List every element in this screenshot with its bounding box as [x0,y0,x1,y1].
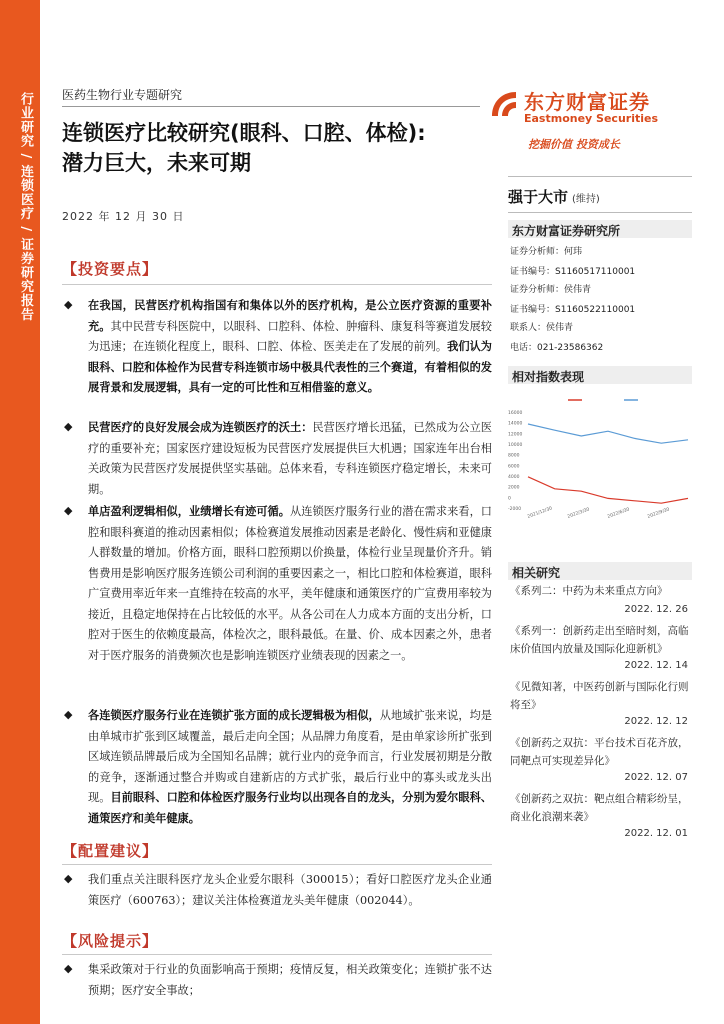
point-bold: 我们认为眼科、口腔和体检作为民营专科连锁市场中极具代表性的三个赛道，有着相似的发展背景和发展逻辑，具有一定的可比性和互相借鉴的意义。 [88,340,492,394]
related-report[interactable]: 《系列二：中药为未来重点方向》 [510,585,668,597]
related-report-date: 2022. 12. 07 [624,772,688,783]
series-line [528,424,688,443]
y-tick-label: 4000 [508,475,520,480]
y-tick-label: 8000 [508,453,520,459]
divider [62,864,492,865]
point-text: 从连锁医疗服务行业的潜在需求来看，口腔和眼科赛道的推动因素相似；体检赛道发展推动因素是老龄化、慢性病和亚健康人群数量的增加。价格方面，眼科口腔预期以价换量，体检行业呈现量价齐升。销售费用是影响医疗服务连锁公司利润的重要因素之一，相比口腔和体检赛道，眼科广宣费用率近年来一直维持在较高的水平，美年健康和通策医疗的广宣费用率较为接近，且稳定地保持在占比较低的水平。从各公司在人力成本方面的支出分析，口腔对于医生的依赖度最高，体检次之，眼科最低。在量、价、成本因素之外，患者对于医疗服务的消费频次也是影响连锁医疗业绩表现的因素之一。 [88,505,492,662]
y-tick-label: 0 [508,496,511,502]
invest-point-3 [62,502,492,666]
title-line-2: 潜力巨大，未来可期 [62,151,251,175]
config-point [62,870,492,911]
diamond-icon: ◆ [64,420,73,433]
section-config-heading: 【配置建议】 [62,842,159,860]
point-bold: 民营医疗的良好发展会成为连锁医疗的沃土： [88,421,313,434]
related-report-date: 2022. 12. 26 [624,604,688,615]
analyst-line: 证书编号：S1160517110001 [510,267,636,277]
relative-index-chart [508,392,692,522]
point-text: 民营医疗增长迅猛，已然成为公立医疗的重要补充；国家医疗建设短板为民营医疗发展提供巨大机遇；国家连年出台相关政策为民营医疗发展提供坚实基础。总体来看，专科连锁医疗稳定增长，未来可期。 [88,421,492,496]
related-report[interactable]: 《系列一：创新药走出至暗时刻，高临床价值国内放量及国际化迎新机》 [510,625,689,655]
point-text: 其中民营专科医院中，以眼科、口腔科、体检、肿瘤科、康复科等赛道发展较为迅速；在连锁化程度上，眼科、口腔、体检、医美走在了发展的前列。 [88,319,492,353]
brand-name-cn: 东方财富证券 [524,90,650,114]
related-report-date: 2022. 12. 14 [624,660,688,671]
x-tick-label: 2021/12/30 [526,506,554,520]
related-report-date: 2022. 12. 01 [624,828,688,839]
title-line-1: 连锁医疗比较研究(眼科、口腔、体检): [62,121,426,145]
section-invest-heading: 【投资要点】 [62,260,159,278]
brand-logo [488,86,688,126]
x-tick-label: 2022/3/30 [566,507,591,520]
divider [508,212,692,213]
divider [62,954,492,955]
rating-label: 强于大市 [508,188,569,206]
related-report[interactable]: 《见微知著，中医药创新与国际化行则将至》 [510,681,689,711]
y-tick-label: 2000 [508,485,520,491]
point-bold: 各连锁医疗服务行业在连锁扩张方面的成长逻辑极为相似， [88,709,380,722]
y-tick-label: 10000 [508,443,523,448]
point-text: 我们重点关注眼科医疗龙头企业爱尔眼科（300015）；看好口腔医疗龙头企业通策医疗（600763）；建议关注体检赛道龙头美年健康（002044）。 [88,873,492,907]
side-category-label: 行业研究 / 连锁医疗 / 证券研究报告 [18,92,33,322]
report-date: 2022 年 12 月 30 日 [62,210,185,223]
divider [62,284,492,285]
y-tick-label: -2000 [508,507,522,512]
related-report[interactable]: 《创新药之双抗：平台技术百花齐放，同靶点可实现差异化》 [510,737,689,767]
analyst-line: 联系人：侯伟青 [510,323,574,333]
related-report[interactable]: 《创新药之双抗：靶点组合精彩纷呈，商业化浪潮来袭》 [510,793,689,823]
point-text: 集采政策对于行业的负面影响高于预期；疫情反复，相关政策变化；连锁扩张不达预期；医疗安全事故； [88,963,492,997]
brand-mark-icon [488,88,520,120]
diamond-icon: ◆ [64,872,73,885]
diamond-icon: ◆ [64,298,73,311]
x-tick-label: 2022/6/30 [606,507,631,520]
series-line [528,477,688,503]
department-label: 医药生物行业专题研究 [62,88,183,102]
analyst-line: 证券分析师：何玮 [510,247,583,257]
brand-name-en: Eastmoney Securities [524,112,659,125]
x-tick-label: 2022/9/30 [646,507,671,520]
invest-point-4 [62,706,492,829]
point-bold: 单店盈利逻辑相似，业绩增长有迹可循。 [88,505,291,518]
rating-note: (维持) [572,194,600,205]
diamond-icon: ◆ [64,708,73,721]
rating [508,186,600,207]
analyst-line: 证书编号：S1160522110001 [510,305,636,315]
chart-title-band: 相对指数表现 [508,366,692,384]
report-title [62,118,492,178]
point-bold: 目前眼科、口腔和体检医疗服务行业均以出现各自的龙头，分别为爱尔眼科、通策医疗和美年健康。 [88,791,492,825]
divider [62,106,480,107]
invest-point-2 [62,418,492,500]
y-tick-label: 16000 [508,411,523,416]
divider [508,176,692,177]
institute-band: 东方财富证券研究所 [508,220,692,238]
point-text: 从地域扩张来说，均是由单城市扩张到区域覆盖，最后走向全国；从品牌力角度看，是由单家诊所扩张到区域连锁品牌最后成为全国知名品牌；就行业内的竞争而言，行业发展初期是分散的竞争，逐渐通过整合并购或自建新店的方式扩张，最后行业中的寡头或龙头出现。 [88,709,492,804]
section-risk-heading: 【风险提示】 [62,932,159,950]
invest-point-1 [62,296,492,399]
brand-slogan: 挖掘价值 投资成长 [528,138,620,151]
y-tick-label: 6000 [508,464,520,470]
y-tick-label: 12000 [508,432,523,438]
analyst-line: 电话：021-23586362 [510,343,604,353]
point-bold: 在我国，民营医疗机构指国有和集体以外的医疗机构，是公立医疗资源的重要补充。 [88,299,492,333]
diamond-icon: ◆ [64,504,73,517]
related-title-band: 相关研究 [508,562,692,580]
chart-svg [508,392,692,522]
diamond-icon: ◆ [64,962,73,975]
y-tick-label: 14000 [508,421,523,427]
related-report-date: 2022. 12. 12 [624,716,688,727]
analyst-line: 证券分析师：侯伟青 [510,285,592,295]
risk-point [62,960,492,1001]
